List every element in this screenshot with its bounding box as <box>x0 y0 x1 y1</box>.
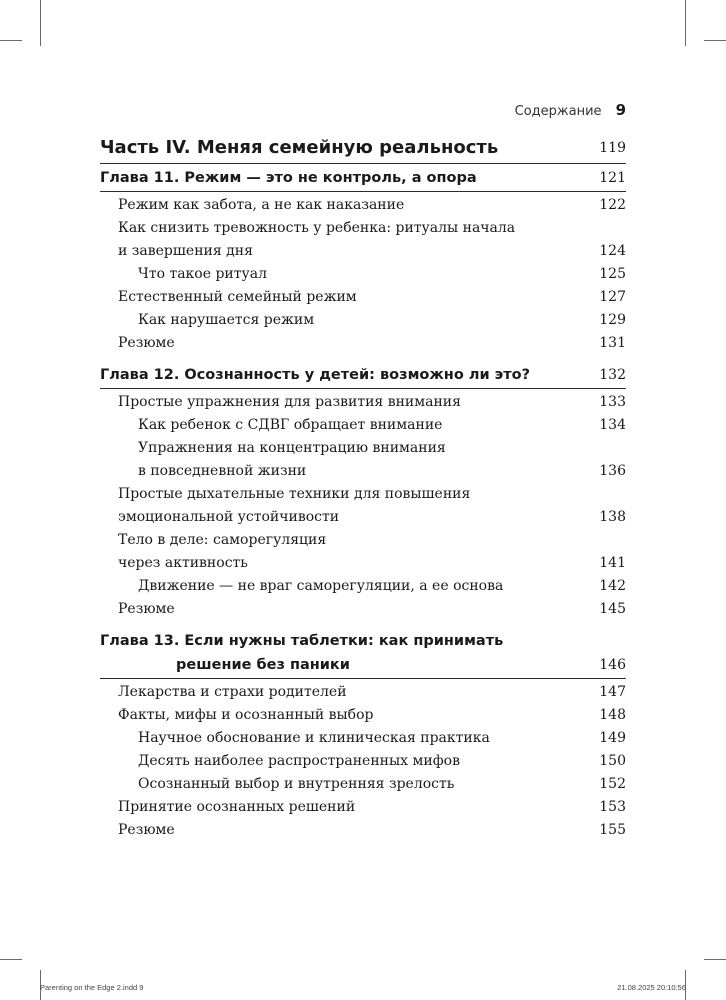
toc-item-page: 149 <box>599 730 626 746</box>
toc-item-title: Движение — не враг саморегуляции, а ее основа <box>138 578 504 594</box>
toc-item-page: 155 <box>599 822 626 838</box>
table-of-contents <box>100 134 626 842</box>
toc-item <box>100 286 626 309</box>
toc-item-page: 150 <box>599 753 626 769</box>
toc-subitem <box>100 437 626 483</box>
toc-item-title: Лекарства и страхи родителей <box>118 684 347 700</box>
crop-mark <box>40 0 41 46</box>
part-page: 119 <box>599 140 626 156</box>
toc-item <box>100 681 626 704</box>
divider <box>100 191 626 192</box>
toc-item-title: Резюме <box>118 822 175 838</box>
toc-item-title: Принятие осознанных решений <box>118 799 356 815</box>
toc-item-title: Как нарушается режим <box>138 312 315 328</box>
toc-item <box>100 819 626 842</box>
slug-filename: Parenting on the Edge 2.indd 9 <box>40 983 144 992</box>
toc-item-title: Что такое ритуал <box>138 266 267 282</box>
chapter-page: 132 <box>599 367 626 383</box>
crop-mark <box>704 40 726 41</box>
toc-item <box>100 194 626 217</box>
toc-item-page: 138 <box>599 509 626 525</box>
slug-timestamp: 21.08.2025 20:10:56 <box>617 983 686 992</box>
toc-item-page: 152 <box>599 776 626 792</box>
running-head <box>515 101 626 121</box>
crop-mark <box>0 959 22 960</box>
toc-subitem <box>100 575 626 598</box>
toc-item-title <box>100 217 592 263</box>
toc-item-page: 153 <box>599 799 626 815</box>
toc-item-title: Научное обоснование и клиническая практика <box>138 730 490 746</box>
toc-item-title-line2: в повседневной жизни <box>138 463 307 479</box>
toc-item-page: 145 <box>599 601 626 617</box>
toc-item-page: 147 <box>599 684 626 700</box>
toc-item-title: Как ребенок с СДВГ обращает внимание <box>138 417 443 433</box>
toc-item <box>100 391 626 414</box>
slug-line <box>40 983 686 992</box>
toc-item <box>100 332 626 355</box>
toc-subitem <box>100 263 626 286</box>
running-head-title: Содержание <box>514 104 602 119</box>
toc-chapter <box>100 629 626 677</box>
toc-item <box>100 704 626 727</box>
toc-item-title <box>100 529 592 575</box>
toc-item-title-line1: Упражнения на концентрацию внимания <box>138 440 446 456</box>
chapter-title-line2: решение без паники <box>176 657 350 673</box>
toc-item-title: Простые упражнения для развития внимания <box>118 394 461 410</box>
toc-item-title-line1: Как снизить тревожность у ребенка: ритуалы начала <box>118 220 516 236</box>
chapter-page: 146 <box>599 657 626 673</box>
chapter-title <box>100 629 592 677</box>
toc-item-page: 133 <box>599 394 626 410</box>
toc-item-page: 142 <box>599 578 626 594</box>
toc-item-title: Факты, мифы и осознанный выбор <box>118 707 374 723</box>
divider <box>100 678 626 679</box>
toc-item <box>100 529 626 575</box>
toc-item-title: Резюме <box>118 601 175 617</box>
divider <box>100 163 626 164</box>
toc-item-title: Режим как забота, а не как наказание <box>118 197 405 213</box>
page-number: 9 <box>615 101 626 119</box>
toc-subitem <box>100 773 626 796</box>
toc-item-title-line1: Простые дыхательные техники для повышения <box>118 486 471 502</box>
toc-item-page: 148 <box>599 707 626 723</box>
toc-item-page: 127 <box>599 289 626 305</box>
toc-item <box>100 598 626 621</box>
toc-item-title-line2: и завершения дня <box>118 243 253 259</box>
toc-item-page: 122 <box>599 197 626 213</box>
toc-item-title-line1: Тело в деле: саморегуляция <box>118 532 327 548</box>
toc-item-title: Естественный семейный режим <box>118 289 357 305</box>
toc-chapter <box>100 166 626 190</box>
toc-subitem <box>100 750 626 773</box>
toc-item-page: 131 <box>599 335 626 351</box>
chapter-title: Глава 11. Режим — это не контроль, а опора <box>100 170 477 186</box>
toc-item-page: 129 <box>599 312 626 328</box>
part-title: Часть IV. Меняя семейную реальность <box>100 137 499 158</box>
toc-item-title-line2: через активность <box>118 555 248 571</box>
toc-item-page: 124 <box>599 243 626 259</box>
toc-item <box>100 796 626 819</box>
toc-item-title: Резюме <box>118 335 175 351</box>
crop-mark <box>704 959 726 960</box>
toc-item-page: 125 <box>599 266 626 282</box>
toc-item <box>100 483 626 529</box>
chapter-page: 121 <box>599 170 626 186</box>
toc-subitem <box>100 727 626 750</box>
toc-item-title: Десять наиболее распространенных мифов <box>138 753 460 769</box>
chapter-title-line1: Глава 13. Если нужны таблетки: как принимать <box>100 633 504 649</box>
chapter-title: Глава 12. Осознанность у детей: возможно ли это? <box>100 367 531 383</box>
toc-item-page: 141 <box>599 555 626 571</box>
toc-item-page: 136 <box>599 463 626 479</box>
crop-mark <box>0 40 22 41</box>
divider <box>100 388 626 389</box>
toc-part <box>100 134 626 162</box>
toc-item-title-line2: эмоциональной устойчивости <box>118 509 340 525</box>
toc-item-title <box>100 483 592 529</box>
toc-item-title <box>100 437 592 483</box>
toc-subitem <box>100 309 626 332</box>
toc-subitem <box>100 414 626 437</box>
toc-item-page: 134 <box>599 417 626 433</box>
crop-mark <box>685 0 686 46</box>
toc-item-title: Осознанный выбор и внутренняя зрелость <box>138 776 455 792</box>
toc-chapter <box>100 363 626 387</box>
toc-item <box>100 217 626 263</box>
